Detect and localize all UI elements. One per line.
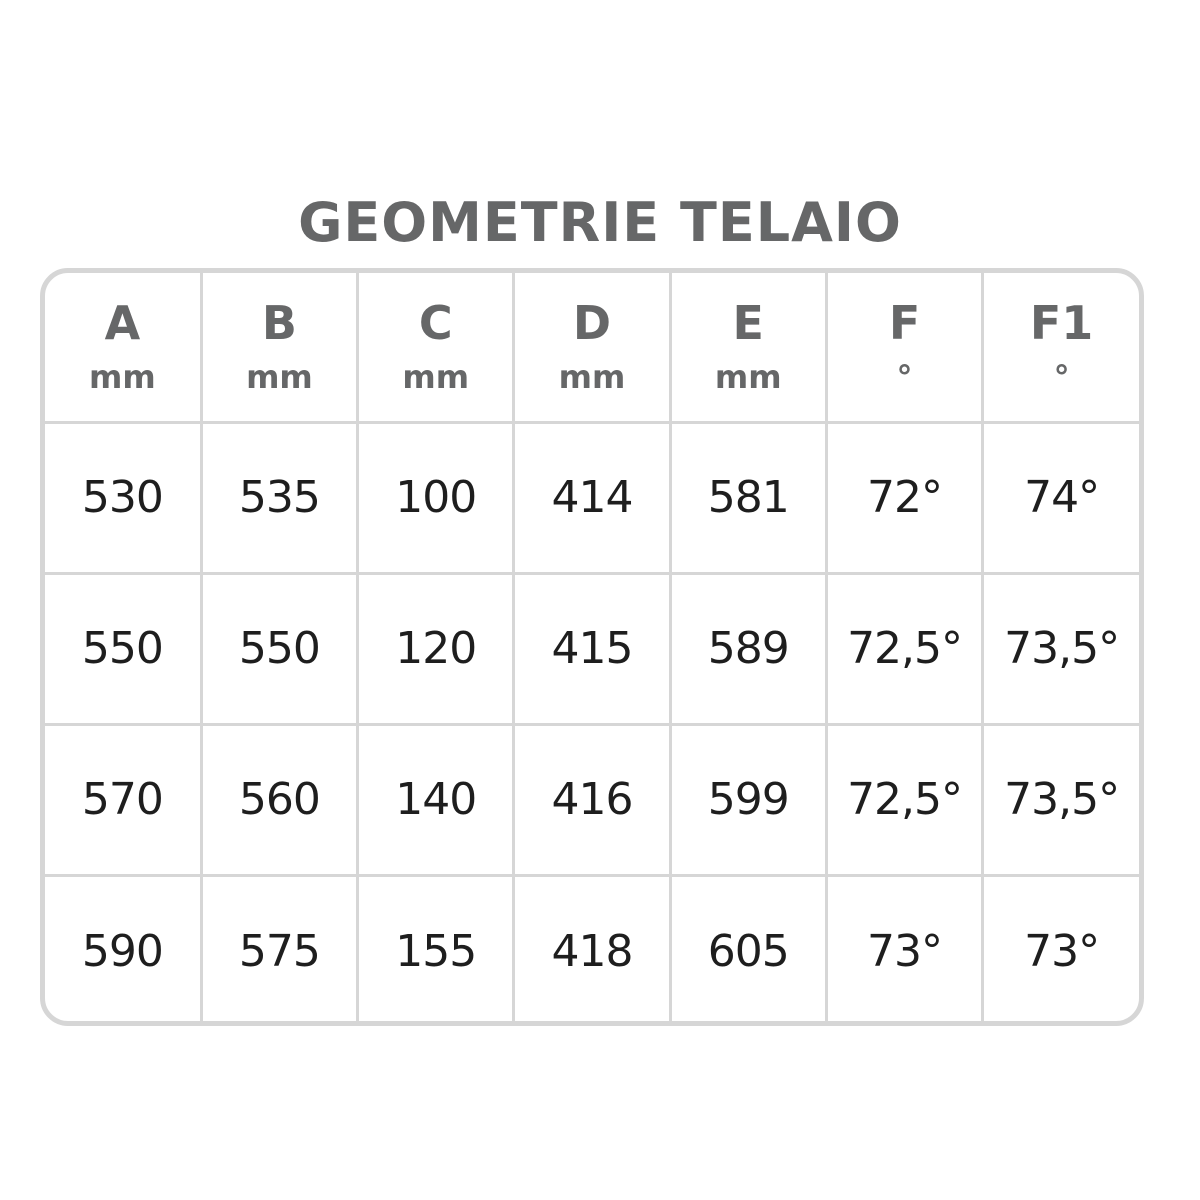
table-cell	[983, 724, 1139, 875]
table-cell	[826, 422, 982, 573]
cell-value: 416	[551, 774, 633, 825]
column-letter: F1	[1029, 295, 1094, 350]
table-header-row	[45, 273, 1139, 422]
cell-value: 73,5°	[1004, 774, 1120, 825]
table-cell	[514, 875, 670, 1026]
table-cell	[983, 422, 1139, 573]
table-cell	[45, 724, 201, 875]
cell-value: 414	[551, 472, 633, 523]
cell-value: 575	[238, 925, 320, 977]
table-cell	[983, 875, 1139, 1026]
table-cell	[201, 573, 357, 724]
table-cell	[45, 422, 201, 573]
cell-value: 418	[551, 925, 633, 977]
header-cell-f1	[983, 273, 1139, 422]
column-letter: F	[888, 295, 921, 350]
geometry-table	[45, 273, 1139, 1026]
table-cell	[201, 875, 357, 1026]
table-cell	[670, 422, 826, 573]
cell-value: 72,5°	[847, 623, 963, 674]
cell-value: 100	[395, 472, 477, 523]
table-cell	[826, 573, 982, 724]
table-cell	[358, 875, 514, 1026]
table-row	[45, 573, 1139, 724]
table-cell	[358, 573, 514, 724]
header-cell-e	[670, 273, 826, 422]
cell-value: 570	[81, 774, 163, 825]
cell-value: 120	[395, 623, 477, 674]
cell-value: 550	[238, 623, 320, 674]
header-cell-f	[826, 273, 982, 422]
cell-value: 589	[707, 623, 789, 674]
table-cell	[45, 875, 201, 1026]
table-cell	[670, 573, 826, 724]
cell-value: 581	[707, 472, 789, 523]
table-cell	[670, 724, 826, 875]
table-cell	[358, 724, 514, 875]
column-unit: mm	[714, 357, 782, 396]
table-cell	[358, 422, 514, 573]
cell-value: 72,5°	[847, 774, 963, 825]
cell-value: 599	[707, 774, 789, 825]
header-cell-a	[45, 273, 201, 422]
column-unit: °	[1053, 357, 1070, 396]
table-row	[45, 875, 1139, 1026]
table-cell	[826, 724, 982, 875]
page-title: GEOMETRIE TELAIO	[298, 191, 902, 254]
cell-value: 155	[395, 925, 477, 977]
column-unit: mm	[402, 357, 470, 396]
cell-value: 73,5°	[1004, 623, 1120, 674]
cell-value: 535	[238, 472, 320, 523]
cell-value: 530	[81, 472, 163, 523]
cell-value: 415	[551, 623, 633, 674]
column-unit: °	[896, 357, 913, 396]
table-row	[45, 724, 1139, 875]
table-cell	[826, 875, 982, 1026]
header-cell-c	[358, 273, 514, 422]
cell-value: 590	[81, 925, 163, 977]
table-cell	[201, 724, 357, 875]
table-cell	[514, 724, 670, 875]
header-cell-b	[201, 273, 357, 422]
table-cell	[670, 875, 826, 1026]
cell-value: 72°	[867, 472, 943, 523]
cell-value: 73°	[1024, 925, 1100, 977]
table-cell	[514, 422, 670, 573]
column-unit: mm	[558, 357, 626, 396]
geometry-table-frame	[40, 268, 1144, 1026]
column-unit: mm	[246, 357, 313, 396]
cell-value: 73°	[867, 925, 943, 977]
table-cell	[983, 573, 1139, 724]
column-unit: mm	[89, 357, 156, 396]
cell-value: 605	[707, 925, 789, 977]
table-cell	[514, 573, 670, 724]
column-letter: D	[572, 295, 612, 350]
column-letter: C	[418, 295, 453, 350]
cell-value: 140	[395, 774, 477, 825]
table-cell	[45, 573, 201, 724]
cell-value: 560	[238, 774, 320, 825]
header-cell-d	[514, 273, 670, 422]
cell-value: 74°	[1024, 472, 1100, 523]
cell-value: 550	[81, 623, 163, 674]
column-letter: B	[261, 295, 297, 350]
table-cell	[201, 422, 357, 573]
column-letter: E	[732, 295, 764, 350]
column-letter: A	[104, 295, 141, 350]
table-row	[45, 422, 1139, 573]
